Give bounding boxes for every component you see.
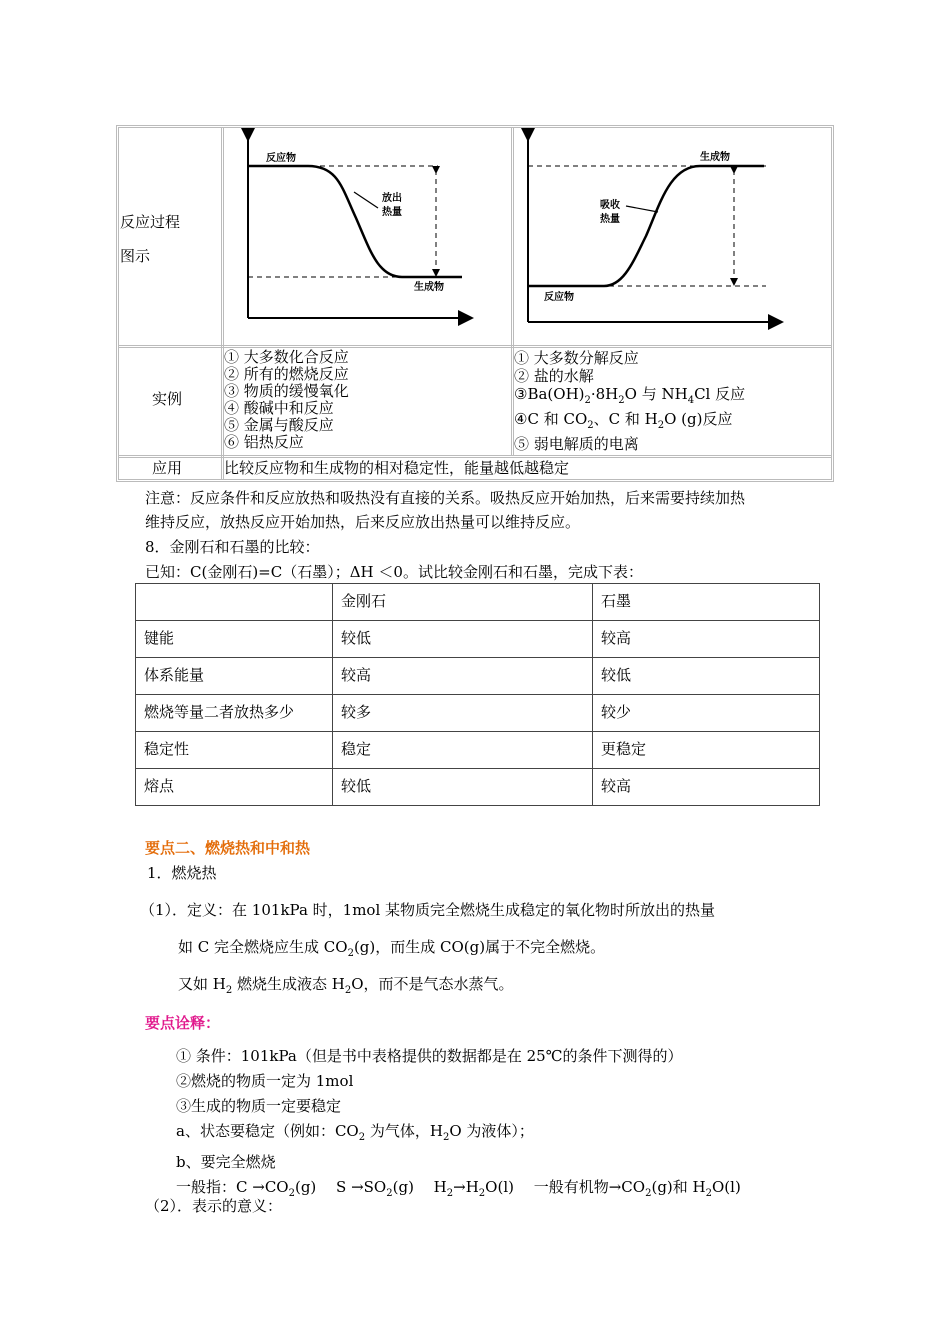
row-label-examples: 实例 bbox=[152, 390, 183, 408]
subsection-heading: （2）．表示的意义： bbox=[145, 1197, 283, 1215]
energy-label: 热量 bbox=[600, 214, 620, 225]
table-row: 体系能量 较高 较低 bbox=[136, 658, 820, 695]
product-label: 生成物 bbox=[414, 282, 444, 293]
energy-label: 热量 bbox=[382, 207, 402, 218]
definition-text: （1）．定义：在 101kPa 时，1mol 某物质完全燃烧生成稳定的氧化物时所放出的热量 bbox=[140, 901, 716, 919]
application-text: 比较反应物和生成物的相对稳定性，能量越低越稳定 bbox=[224, 459, 570, 477]
energy-label: 放出 bbox=[382, 193, 402, 204]
label-pointer bbox=[626, 206, 658, 212]
example-text: 又如 $H_2$ 燃烧生成液态 $H_2O$，而不是气态水蒸气。 bbox=[178, 975, 514, 996]
note-paragraph: 注意：反应条件和反应放热和吸热没有直接的关系。吸热反应开始加热，后来需要持续加热 维持反应，放热反应开始加热，后来反应放出热量可以维持反应。 bbox=[145, 489, 746, 531]
table-row: 金刚石 石墨 bbox=[136, 584, 820, 621]
diamond-graphite-table bbox=[135, 583, 820, 806]
key-points-heading: 要点诠释： bbox=[145, 1014, 221, 1032]
energy-curve bbox=[248, 166, 462, 277]
key-points-list: ① 条件：101kPa（但是书中表格提供的数据都是在 25℃的条件下测得的） ②燃烧的物质一定为 1mol ③生成的物质一定要稳定 a、状态要稳定（例如：$CO_2$ 为气体，$H_2O$ 为液体）； b、要完全燃烧 一般指：$C \to CO_2(g)$ $S \to SO_2(g)$ $H_2\to H_2O(l)$ 一般有机物$\to CO_2(g)$和 $H_2O(l)$ bbox=[176, 1047, 741, 1199]
row-label-diagram: 反应过程 图示 bbox=[120, 213, 181, 265]
known-statement: 已知：C(金刚石)=C（石墨）；ΔH ＜0。试比较金刚石和石墨，完成下表： bbox=[145, 563, 643, 581]
row-label-application: 应用 bbox=[152, 459, 183, 477]
endothermic-diagram bbox=[514, 128, 828, 342]
table-row: 键能 较低 较高 bbox=[136, 621, 820, 658]
table-row: 燃烧等量二者放热多少 较多 较少 bbox=[136, 695, 820, 732]
exo-examples-list: ① 大多数化合反应 ② 所有的燃烧反应 ③ 物质的缓慢氧化 ④ 酸碱中和反应 ⑤ 金属与酸反应 ⑥ 铝热反应 bbox=[224, 348, 349, 451]
label-pointer bbox=[354, 192, 378, 208]
endo-examples-list: ① 大多数分解反应 ② 盐的水解 $③Ba(OH)_2\cdot 8H_2O$ 与 $NH_4Cl$ 反应 ④C 和 $CO_2$、C 和 $H_2O$ (g)反应 ⑤ 弱电解质的电离 bbox=[514, 349, 746, 453]
reactant-label: 反应物 bbox=[266, 153, 296, 164]
exothermic-diagram bbox=[226, 128, 510, 342]
energy-curve bbox=[528, 166, 764, 286]
energy-label: 吸收 bbox=[600, 200, 620, 211]
section-8-heading: 8．金刚石和石墨的比较： bbox=[145, 538, 320, 556]
table-row: 稳定性 稳定 更稳定 bbox=[136, 732, 820, 769]
reactant-label: 反应物 bbox=[544, 292, 574, 303]
product-label: 生成物 bbox=[700, 152, 730, 163]
table-row: 熔点 较低 较高 bbox=[136, 769, 820, 806]
example-text: 如 C 完全燃烧应生成 $CO_2(g)$，而生成 CO(g)属于不完全燃烧。 bbox=[178, 938, 606, 959]
section-heading: 要点二、燃烧热和中和热 bbox=[145, 839, 311, 857]
subsection-heading: 1．燃烧热 bbox=[147, 864, 217, 882]
